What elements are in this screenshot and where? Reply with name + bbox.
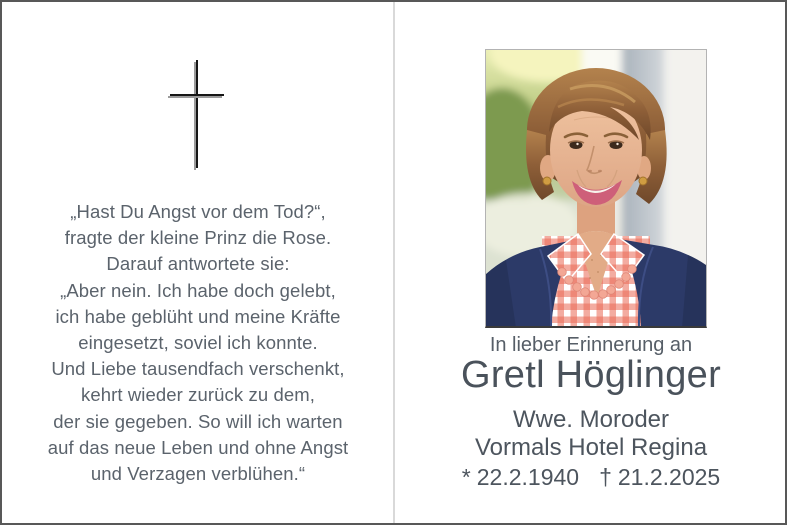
death-date: 21.2.2025 bbox=[617, 464, 721, 490]
death-date-group bbox=[599, 464, 720, 491]
birth-date: 22.2.1940 bbox=[476, 464, 580, 490]
poem-line: und Verzagen verblühen.“ bbox=[90, 463, 306, 485]
dates-line bbox=[395, 464, 787, 491]
formerly-line: Vormals Hotel Regina bbox=[474, 434, 708, 461]
birth-date-group bbox=[462, 464, 579, 491]
widow-line: Wwe. Moroder bbox=[512, 406, 670, 433]
deceased-name: Gretl Höglinger bbox=[460, 354, 722, 396]
cross-horizontal-bar bbox=[170, 94, 224, 96]
death-dagger-icon: † bbox=[599, 464, 612, 490]
poem-line: „Hast Du Angst vor dem Tod?“, bbox=[70, 201, 326, 222]
poem-line: „Aber nein. Ich habe doch gelebt, bbox=[60, 279, 336, 301]
poem-line: Darauf antwortete sie: bbox=[106, 253, 290, 275]
poem-line: auf das neue Leben und ohne Angst bbox=[47, 436, 349, 458]
poem bbox=[2, 199, 394, 487]
poem-line: Und Liebe tausendfach verschenkt, bbox=[51, 358, 345, 380]
poem-line: eingesetzt, soviel ich konnte. bbox=[78, 332, 318, 354]
poem-line: kehrt wieder zurück zu dem, bbox=[80, 384, 316, 406]
poem-line: fragte der kleine Prinz die Rose. bbox=[64, 227, 332, 249]
portrait-illustration bbox=[486, 50, 706, 326]
birth-star-icon: * bbox=[461, 464, 471, 490]
poem-line: ich habe geblüht und meine Kräfte bbox=[55, 305, 341, 327]
intro-line: In lieber Erinnerung an bbox=[489, 334, 693, 356]
cross-icon bbox=[170, 60, 228, 172]
cross-vertical-bar bbox=[196, 60, 198, 168]
poem-line: der sie gegeben. So will ich warten bbox=[53, 410, 343, 432]
portrait-photo bbox=[485, 49, 707, 328]
